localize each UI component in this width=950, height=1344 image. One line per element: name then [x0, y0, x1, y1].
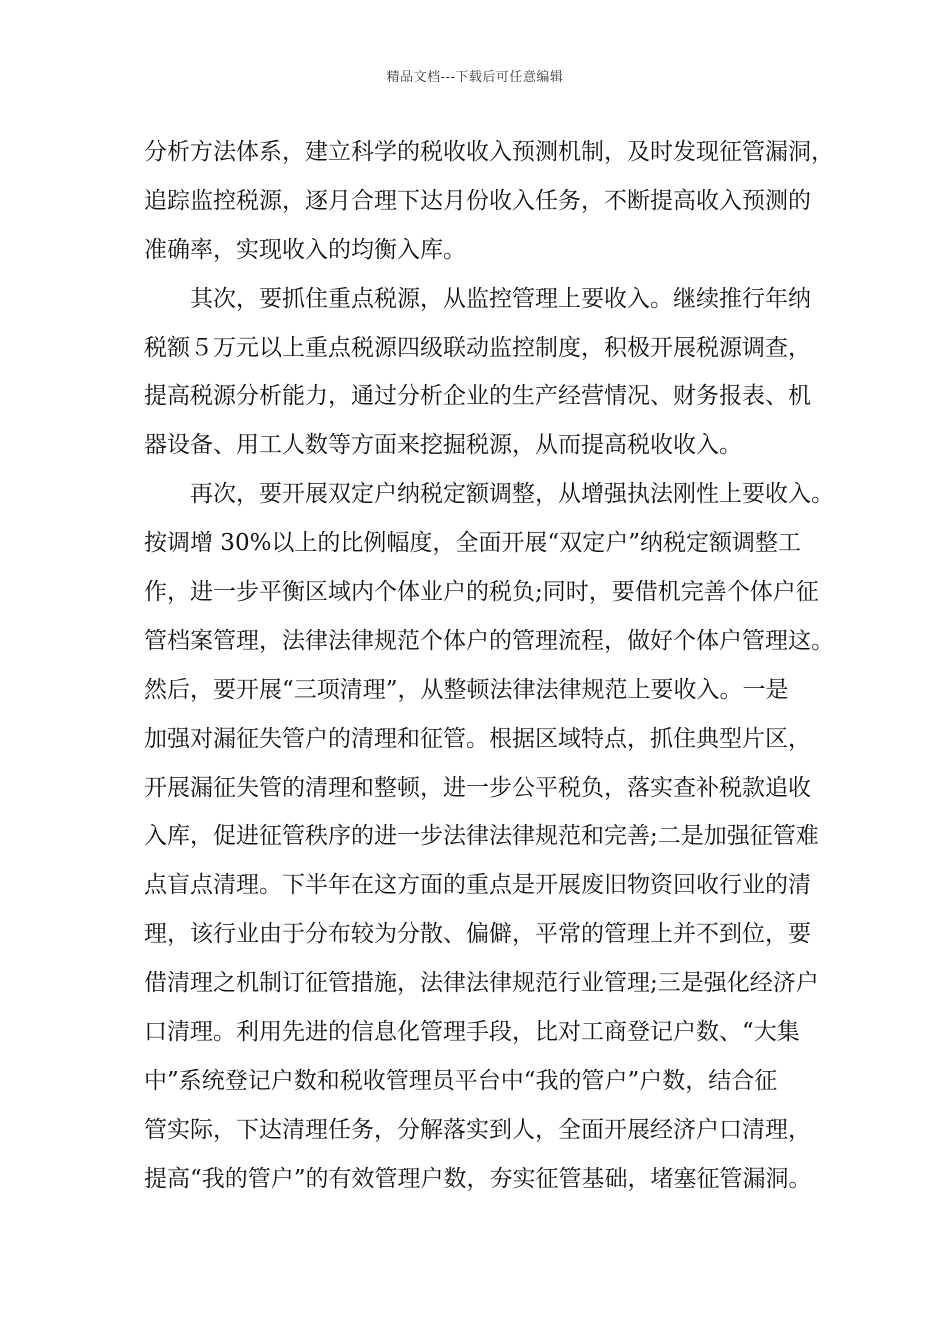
text-line: 入库，促进征管秩序的进一步法律法律规范和完善;二是加强征管难 [144, 823, 819, 850]
text-line: 税额５万元以上重点税源四级联动监控制度，积极开展税源调查， [144, 334, 811, 361]
text-line: 分析方法体系，建立科学的税收收入预测机制，及时发现征管漏洞， [144, 139, 834, 165]
text-line: 然后，要开展“三项清理”，从整顿法律法律规范上要收入。一是 [144, 676, 789, 703]
text-line: 再次，要开展双定户纳税定额调整，从增强执法刚性上要收入。 [190, 481, 834, 508]
text-line: 管档案管理，法律法律规范个体户的管理流程，做好个体户管理这。 [144, 627, 834, 654]
text-line: 按调增 30%以上的比例幅度，全面开展“双定户”纳税定额调整工 [144, 530, 801, 557]
text-line: 点盲点清理。下半年在这方面的重点是开展废旧物资回收行业的清 [144, 872, 811, 899]
text-line: 准确率，实现收入的均衡入库。 [144, 236, 466, 263]
text-line: 理，该行业由于分布较为分散、偏僻，平常的管理上并不到位，要 [144, 921, 811, 948]
text-line: 口清理。利用先进的信息化管理手段，比对工商登记户数、“大集 [144, 1019, 800, 1046]
text-line: 借清理之机制订征管措施，法律法律规范行业管理;三是强化经济户 [144, 970, 819, 997]
document-body [144, 128, 844, 1204]
text-line: 提高税源分析能力，通过分析企业的生产经营情况、财务报表、机 [144, 383, 811, 410]
text-line: 追踪监控税源，逐月合理下达月份收入任务，不断提高收入预测的 [144, 187, 811, 214]
text-line: 加强对漏征失管户的清理和征管。根据区域特点，抓住典型片区， [144, 725, 811, 752]
text-line: 器设备、用工人数等方面来挖掘税源，从而提高税收收入。 [144, 432, 742, 459]
text-line: 管实际，下达清理任务，分解落实到人，全面开展经济户口清理， [144, 1116, 811, 1143]
text-line: 作，进一步平衡区域内个体业户的税负;同时，要借机完善个体户征 [144, 579, 819, 606]
text-line: 其次，要抓住重点税源，从监控管理上要收入。继续推行年纳 [190, 285, 811, 312]
page-header: 精品文档---下载后可任意编辑 [386, 70, 564, 85]
text-line: 中”系统登记户数和税收管理员平台中“我的管户”户数，结合征 [144, 1067, 778, 1094]
text-line: 提高“我的管户”的有效管理户数，夯实征管基础，堵塞征管漏洞。 [144, 1165, 812, 1192]
text-line: 开展漏征失管的清理和整顿，进一步公平税负，落实查补税款追收 [144, 774, 811, 801]
